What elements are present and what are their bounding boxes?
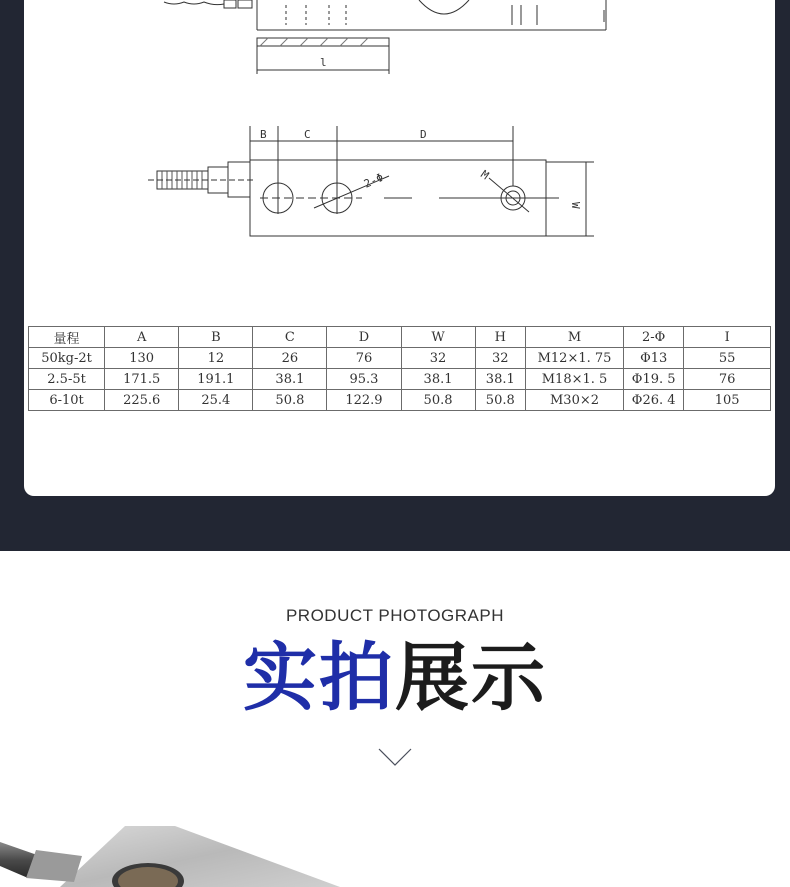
chevron-down-icon [378, 746, 412, 768]
table-cell: Φ26. 4 [624, 390, 684, 411]
table-cell: 76 [684, 369, 771, 390]
connector-top-2 [238, 0, 252, 8]
table-cell: 32 [475, 348, 526, 369]
table-row [29, 390, 771, 411]
table-cell: M18×1. 5 [526, 369, 624, 390]
table-header-cell: W [401, 327, 475, 348]
dim-label-w: W [569, 202, 582, 209]
section-title-rest: 展示 [395, 635, 547, 721]
table-cell: 32 [401, 348, 475, 369]
spec-card [24, 0, 775, 496]
section-title-highlight: 实拍 [243, 635, 395, 721]
table-cell: 25.4 [179, 390, 253, 411]
spec-table [28, 326, 771, 411]
table-cell: Φ19. 5 [624, 369, 684, 390]
table-cell: 130 [105, 348, 179, 369]
table-cell: 26 [253, 348, 327, 369]
table-cell: 105 [684, 390, 771, 411]
product-photo [0, 800, 790, 887]
table-header-row [29, 327, 771, 348]
dim-label-b: B [260, 128, 267, 141]
table-cell: 55 [684, 348, 771, 369]
table-header-cell: A [105, 327, 179, 348]
dim-label-l: l [320, 56, 327, 69]
section-eyebrow: PRODUCT PHOTOGRAPH [285, 606, 505, 625]
table-row [29, 369, 771, 390]
table-cell: M30×2 [526, 390, 624, 411]
table-header-cell: 量程 [29, 327, 105, 348]
connector-top [224, 0, 236, 8]
table-header-cell: H [475, 327, 526, 348]
cable-gland-photo [26, 850, 82, 882]
table-cell: 191.1 [179, 369, 253, 390]
table-cell: M12×1. 75 [526, 348, 624, 369]
thread-callout: M [478, 167, 492, 183]
table-row [29, 348, 771, 369]
table-header-cell: 2-Φ [624, 327, 684, 348]
table-cell: 50.8 [475, 390, 526, 411]
table-header-cell: I [684, 327, 771, 348]
table-header-cell: B [179, 327, 253, 348]
table-cell: 50kg-2t [29, 348, 105, 369]
section-title [0, 633, 790, 723]
cable-end-top [164, 2, 224, 5]
technical-drawing [24, 0, 775, 320]
dim-label-d: D [420, 128, 427, 141]
table-header-cell: D [327, 327, 401, 348]
hole-callout: 2-Φ [361, 170, 386, 191]
table-cell: 50.8 [253, 390, 327, 411]
table-cell: 38.1 [475, 369, 526, 390]
table-cell: 2.5-5t [29, 369, 105, 390]
table-header-cell: M [526, 327, 624, 348]
table-cell: Φ13 [624, 348, 684, 369]
table-cell: 171.5 [105, 369, 179, 390]
load-cell-block [60, 826, 340, 887]
dim-label-c: C [304, 128, 311, 141]
table-cell: 12 [179, 348, 253, 369]
mount-plate [257, 38, 389, 46]
table-cell: 122.9 [327, 390, 401, 411]
table-cell: 76 [327, 348, 401, 369]
table-cell: 38.1 [401, 369, 475, 390]
table-cell: 38.1 [253, 369, 327, 390]
table-cell: 50.8 [401, 390, 475, 411]
table-cell: 95.3 [327, 369, 401, 390]
table-cell: 6-10t [29, 390, 105, 411]
table-header-cell: C [253, 327, 327, 348]
leader-thread [489, 178, 529, 212]
table-cell: 225.6 [105, 390, 179, 411]
bore-arc [419, 0, 469, 14]
